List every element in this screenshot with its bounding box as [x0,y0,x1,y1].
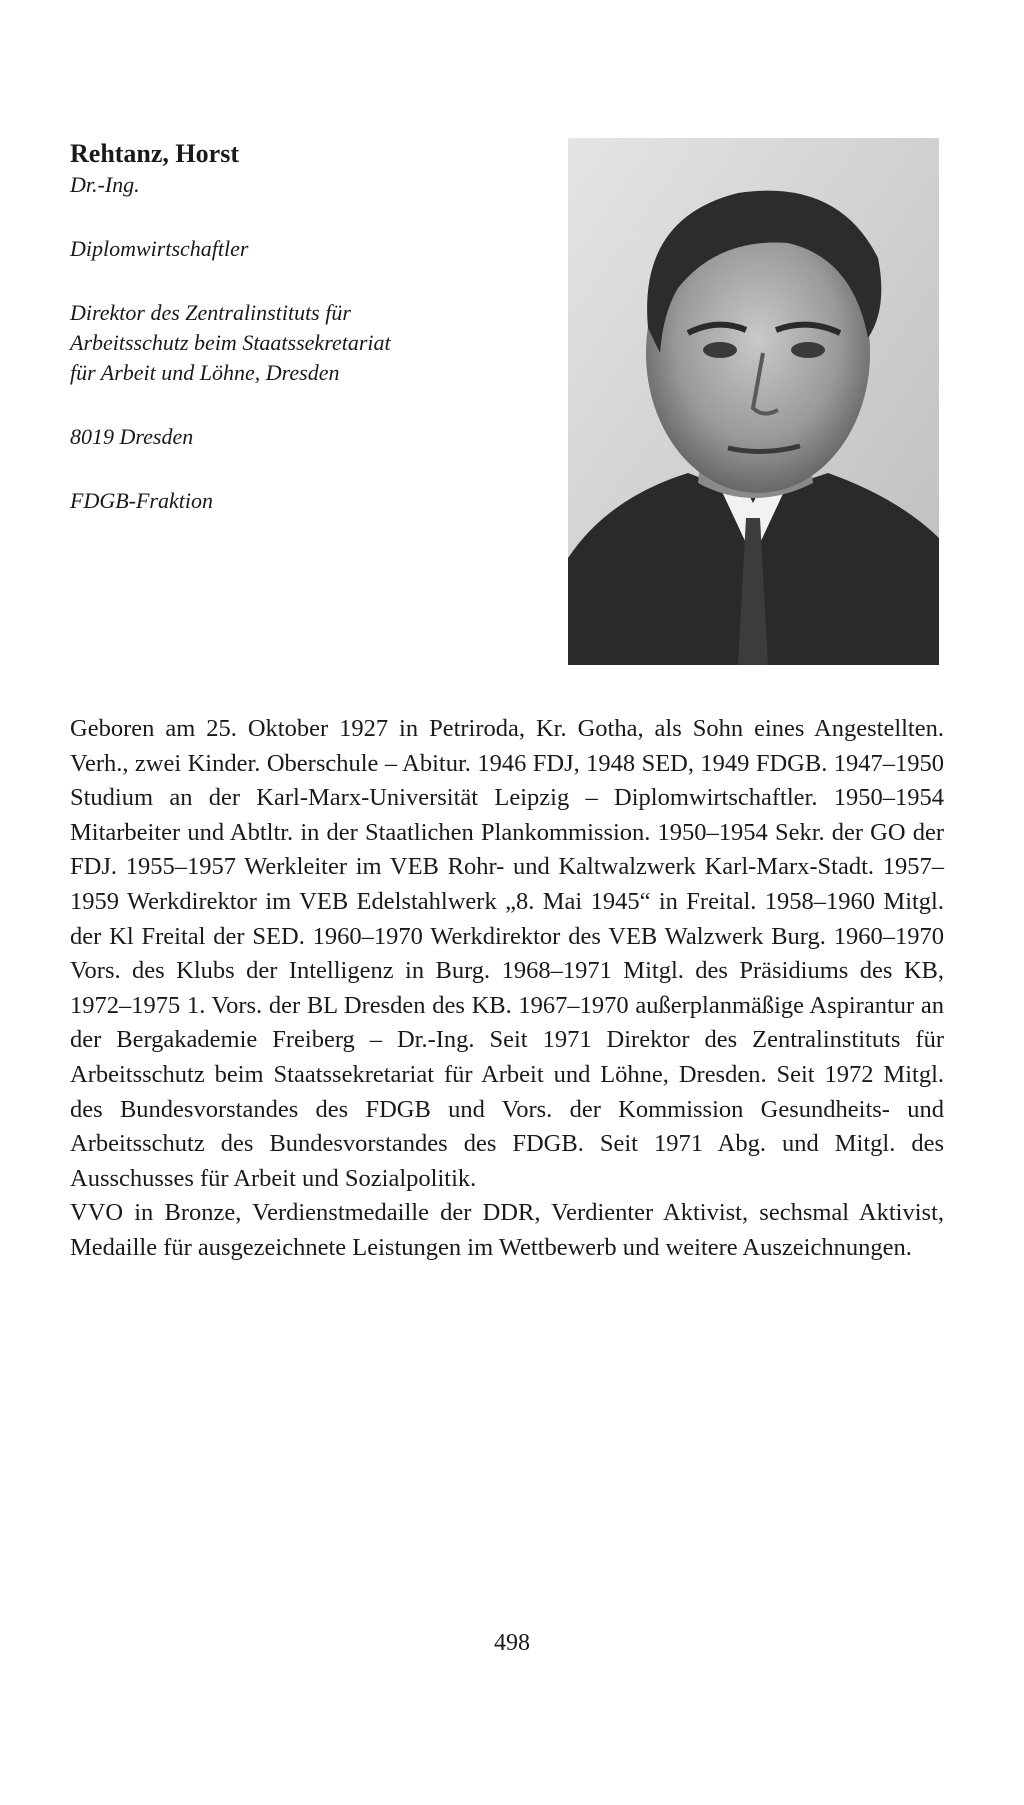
person-faction: FDGB-Fraktion [70,488,213,513]
person-position-line: Direktor des Zentralinstituts für [70,300,351,325]
person-profession: Diplomwirtschaftler [70,236,249,261]
biography [70,712,944,1266]
person-position-line: für Arbeit und Löhne, Dresden [70,360,340,385]
person-degree: Dr.-Ing. [70,172,140,197]
page-number: 498 [494,1630,530,1656]
person-position-line: Arbeitsschutz beim Staatssekretariat [70,330,391,355]
person-address: 8019 Dresden [70,424,194,449]
biography-paragraph: VVO in Bronze, Verdienstmedaille der DDR, Verdienter Aktivist, sechsmal Aktivist, Medaille für ausgezeichnete Leistungen im Wettbewerb und weitere Auszeichnungen. [70,1199,944,1261]
person-name: Rehtanz, Horst [70,139,239,168]
person-header [70,138,550,516]
biography-paragraph: Geboren am 25. Oktober 1927 in Petriroda, Kr. Gotha, als Sohn eines Angestellten. Verh., zwei Kinder. Oberschule – Abitur. 1946 FDJ, 1948 SED, 1949 FDGB. 1947–1950 Studium an der Karl-Marx-Universität Leipzig – Diplomwirtschaftler. 1950–1954 Mitarbeiter und Abtltr. in der Staatlichen Plankommission. 1950–1954 Sekr. der GO der FDJ. 1955–1957 Werkleiter im VEB Rohr- und Kaltwalzwerk Karl-Marx-Stadt. 1957–1959 Werkdirektor im VEB Edelstahlwerk „8. Mai 1945“ in Freital. 1958–1960 Mitgl. der Kl Freital der SED. 1960–1970 Werkdirektor des VEB Walzwerk Burg. 1960–1970 Vors. des Klubs der Intelligenz in Burg. 1968–1971 Mitgl. des Präsidiums des KB, 1972–1975 1. Vors. der BL Dresden des KB. 1967–1970 außerplanmäßige Aspirantur an der Bergakademie Freiberg – Dr.-Ing. Seit 1971 Direktor des Zentralinstituts für Arbeitsschutz beim Staatssekretariat für Arbeit und Löhne, Dresden. Seit 1972 Mitgl. des Bundesvorstandes des FDGB und Vors. der Kommission Gesundheits- und Arbeitsschutz des Bundesvorstandes des FDGB. Seit 1971 Abg. und Mitgl. des Ausschusses für Arbeit und Sozialpolitik. [70,715,944,1192]
portrait-photo [568,138,939,665]
